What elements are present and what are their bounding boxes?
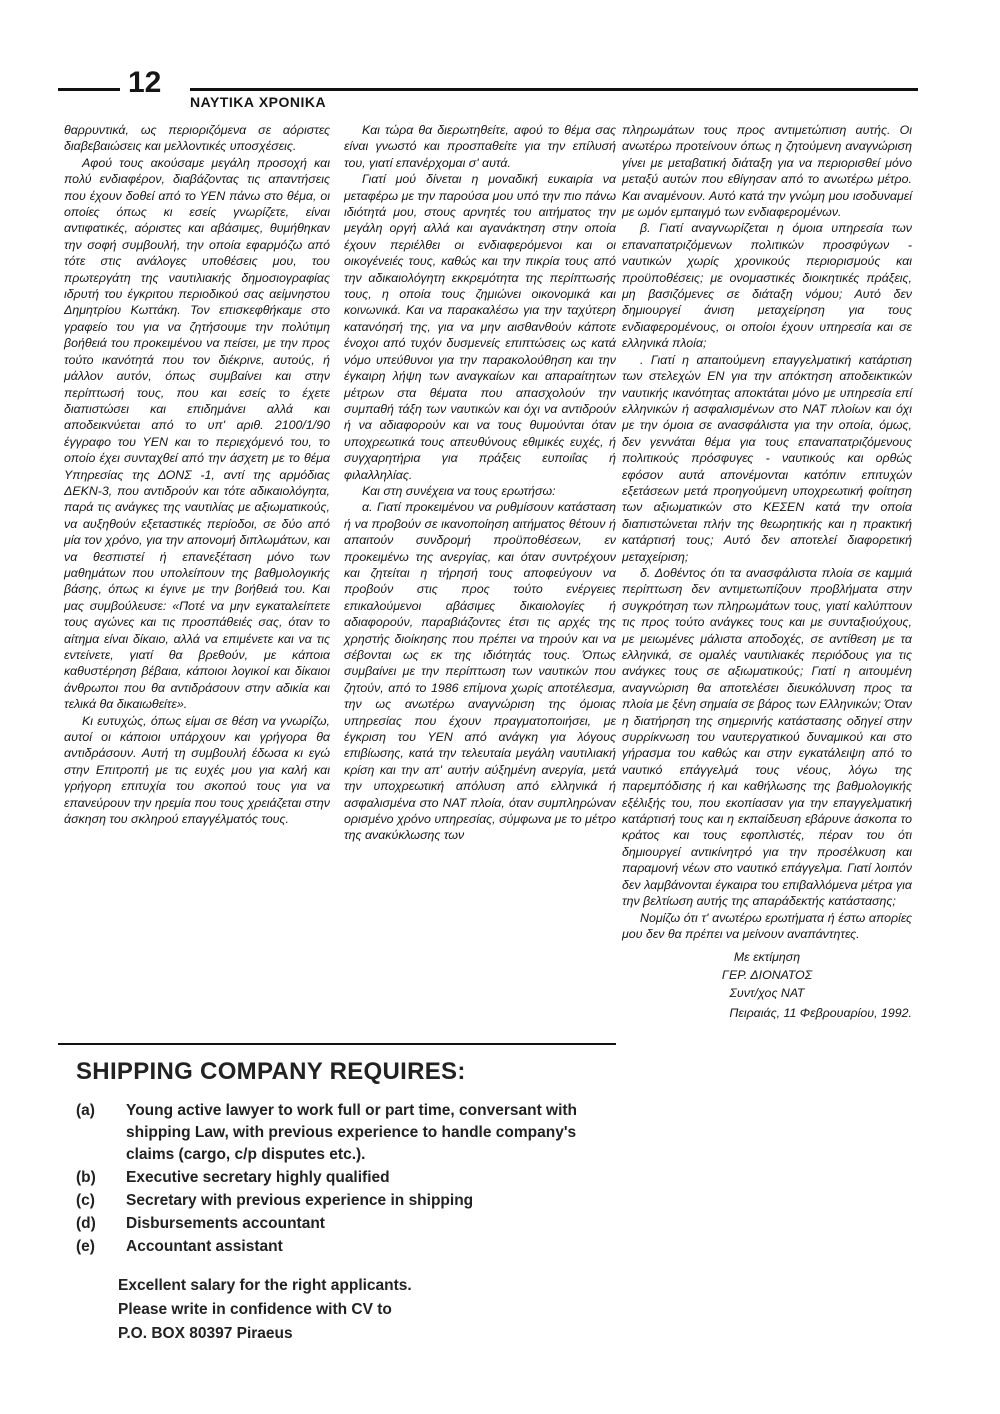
- page-header: [58, 66, 918, 110]
- advert-title: SHIPPING COMPANY REQUIRES:: [76, 1058, 466, 1085]
- advert-item-text: Secretary with previous experience in shipping: [126, 1192, 474, 1209]
- journal-title: ΝΑΥΤΙΚΑ ΧΡΟΝΙΚΑ: [190, 94, 327, 110]
- shipping-advert: [64, 1058, 614, 1346]
- advert-item-label: (d): [76, 1215, 96, 1232]
- paragraph: πληρωμάτων τους προς αντιμετώπιση αυτής. Οι ανωτέρω προτείνουν όπως η ζητούμενη αναγνώριση γίνει με μεταβατική διάταξη για να περιορισθεί μόνο μεταξύ αυτών που εθίγησαν από το ανωτέρω μέτρο. Και αναμένουν. Αυτό κατά την γνώμη μου ισοδυναμεί με ωμόν εμπαιγμό των ενδιαφερομένων.: [622, 123, 912, 220]
- advert-item: [64, 1100, 614, 1166]
- advert-footer-line: P.O. BOX 80397 Piraeus: [118, 1325, 293, 1342]
- paragraph: . Γιατί η απαιτούμενη επαγγελματική κατάρτιση των στελεχών ΕΝ για την απόκτηση αποδεικτικών ναυτικής ικανότητας αποκτάται μόνο με υπηρεσία επί ελληνικών ή ασφαλισμένων στο ΝΑΤ πλοίων και όχι με την όμοια σε ανασφάλιστα για την οποία, όμως, δεν γεννάται θέμα για τους επαναπατριζόμενους πολιτικούς πρόσφυγες - ναυτικούς και ορθώς εφόσον αυτά απονέμονται κατόπιν επιτυχών εξετάσεων μετά προηγούμενη υποχρεωτική φοίτηση των αξιωματικών στο ΚΕΣΕΝ κατά την οποία διαπιστώνεται πλήν της θεωρητικής και η πρακτική κατάρτισή τους; Αυτό δεν αποτελεί διαφορετική μεταχείριση;: [622, 352, 912, 564]
- signature-title: Συντ/χος ΝΑΤ: [729, 986, 805, 1001]
- signature-date: Πειραιάς, 11 Φεβρουαρίου, 1992.: [729, 1006, 912, 1021]
- page-number: 12: [128, 66, 162, 99]
- advert-item-text: Young active lawyer to work full or part time, conversant with shipping Law, with previous experience to handle company's claims (cargo, c/p disputes etc.).: [126, 1102, 578, 1163]
- article-column-3: [622, 122, 912, 1022]
- paragraph: θαρρυντικά, ως περιοριζόμενα σε αόριστες διαβεβαιώσεις και μελλοντικές υποσχέσεις.: [64, 123, 330, 154]
- advert-item-text: Disbursements accountant: [126, 1215, 325, 1232]
- advert-footer-line: Please write in confidence with CV to: [118, 1301, 392, 1318]
- paragraph: β. Γιατί αναγνωρίζεται η όμοια υπηρεσία των επαναπατριζόμενων πολιτικών προσφύγων - ναυτικών χωρίς χρονικούς περιορισμούς και προϋποθέσεις; με ονομαστικές διοικητικές πράξεις, μη βασιζόμενες σε διάταξη νόμου; Αυτό δεν δημιουργεί άνιση μεταχείρηση για τους ενδιαφερομένους, οι οποίοι έχουν υπηρεσία και σε ελληνικά πλοία;: [622, 221, 912, 351]
- advert-item: [64, 1167, 614, 1189]
- signature-name: ΓΕΡ. ΔΙΟΝΑΤΟΣ: [721, 968, 813, 983]
- article-column-2: [344, 122, 616, 844]
- signature-closing: Με εκτίμηση: [733, 950, 801, 965]
- advert-footer-line: Excellent salary for the right applicants.: [118, 1277, 412, 1294]
- advert-item-label: (e): [76, 1238, 95, 1255]
- paragraph: δ. Δοθέντος ότι τα ανασφάλιστα πλοία σε καμμιά περίπτωση δεν αντιμετωπίζουν προβλήματα στην συγκρότηση των πληρωμάτων τους, γιατί καλύπτουν τις προς τούτο ανάγκες τους και με συνταξιούχους, με μειωμένες μάλιστα αποδοχές, σε αντίθεση με τα ελληνικά, σε ομαλές ναυτιλιακές περιόδους για τις ανάγκες τους σε αξιωματικούς; Γιατί η αιτουμένη αναγνώριση θα αποτελέσει διευκόλυνση προς τα πλοία με ξένη σημαία σε βάρος των Ελληνικών; Όταν η διατήρηση της σημερινής κατάστασης οδηγεί στην συρρίκνωση του ναυτεργατικού δυναμικού και στο γήρασμα του καθώς και στην εγκατάλειψη από το ναυτικό επάγγελμά τους νέους, λόγω της παρεμπόδισης ή και καθήλωσης της βαθμολογικής εξέλιξής του, που εκοπίασαν για την επαγγελματική κατάρτισή τους και η εκπαίδευση εβάρυνε άσκοπα το κράτος και τους εφοπλιστές, πέραν του ότι δημιουργεί αντικίνητρό για την προσέλκυση και παραμονή νέων στο ναυτικό επάγγελμα. Γιατί λοιπόν δεν λαμβάνονται έγκαιρα του επιβαλλόμενα μέτρα για την βελτίωση αυτής της απαράδεκτής κατάστασης;: [622, 565, 912, 909]
- advert-item-label: (c): [76, 1192, 95, 1209]
- paragraph: Νομίζω ότι τ' ανωτέρω ερωτήματα ή έστω απορίες μου δεν θα πρέπει να μείνουν αναπάντητες.: [622, 910, 912, 941]
- signature-block: [622, 948, 912, 1022]
- paragraph: Και τώρα θα διερωτηθείτε, αφού το θέμα σας είναι γνωστό και προσπαθείτε για την επίλυσή του, γιατί επανέρχομαι σ' αυτά.: [344, 123, 616, 170]
- advert-item: [64, 1190, 614, 1212]
- paragraph: Και στη συνέχεια να τους ερωτήσω:: [362, 483, 556, 498]
- paragraph: Αφού τους ακούσαμε μεγάλη προσοχή και πολύ ενδιαφέρον, διαβάζοντας τις απαντήσεις που έχουν δοθεί από το ΥΕΝ πάνω στο θέμα, οι οποίες όπως κι εσείς γνωρίζετε, είναι αντιφατικές, αόριστες και αβάσιμες, θυμήθηκαν την σοφή συμβουλή, την οποία εφαρμόζω από τότε στις ανάλογες υποθέσεις μου, του πρωτεργάτη της ναυτιλιακής δημοσιογραφίας ιδρυτή του έγκριτου περιοδικού σας αείμνηστου Δημητρίου Κωττάκη. Τον επισκεφθήκαμε στο γραφείο του για να ζητήσουμε την πολύτιμη βοήθειά του προκειμένου να πείσει, με την προς τούτο ικανότητά που τον διέκρινε, αυτούς, ή μάλλον αυτόν, όπως συμβαίνει και στην περίπτωσή τους, που και εσείς το έχετε διαπιστώσει και επιδημάνει αλλά και αποδεικνύεται από το υπ' αριθ. 2100/1/90 έγγραφο του ΥΕΝ και το περιεχόμενό του, το οποίο έχει συνταχθεί από την άσχετη με το θέμα Υπηρεσίας της ΔΟΝΣ -1, αντί της αρμόδιας ΔΕΚΝ-3, που αντιδρούν και τότε αδικαιολόγητα, παρά τις ανάγκες της ναυτιλίας με αξιωματικούς, να αυξηθούν εξεταστικές περίοδοι, σε δύο από μία τον χρόνο, για την απονομή διπλωμάτων, και να θεσπιστεί ή επανεξέταση μόνο των μαθημάτων που υπολείπουν της βαθμολογικής βάσης, όπως κι έγινε με την βοήθειά του. Και μας συμβούλευσε: «Ποτέ να μην εγκαταλείπετε τους αγώνες και τις προσπάθειές σας, όταν το αίτημα είναι δίκαιο, αλλά να επιμένετε και να τις εντείνετε, γιατί θα βρεθούν, με κάποια καθυστέρηση βέβαια, κάποιοι λογικοί και δίκαιοι άνθρωποι που θα αντιδράσουν στην αδικία και τελικά θα δικαιωθείτε».: [64, 155, 330, 712]
- paragraph: Κι ευτυχώς, όπως είμαι σε θέση να γνωρίζω, αυτοί οι κάποιοι υπάρχουν και γρήγορα θα αντιδράσουν. Αυτή τη συμβουλή έδωσα κι εγώ στην Επιτροπή με τις ευχές μου για καλή και γρήγορη επιτυχία του σκοπού τους για να επανεύρουν την ηρεμία που τους χρειάζεται στην άσκηση του σκληρού επαγγέλματός τους.: [64, 713, 330, 827]
- advert-item-text: Accountant assistant: [126, 1238, 283, 1255]
- article-column-1: [64, 122, 330, 827]
- advert-divider: [58, 1043, 616, 1045]
- paragraph: α. Γιατί προκειμένου να ρυθμίσουν κατάσταση ή να προβούν σε ικανοποίηση αιτήματος θέτουν ή απαιτούν συνδρομή προϋποθέσεων, εν προκειμένω της ανεργίας, και όταν συντρέχουν και ζητείται η τήρησή τους αποφεύγουν να προβούν στις προς τούτο ενέργειες επικαλούμενοι αβάσιμες δικαιολογίες ή αδιαφορούν, παραβιάζοντες έτσι τις αρχές της χρηστής διοίκησης που πρέπει να τηρούν και να σέβονται ως εκ της ιδιότητάς τους. Όπως συμβαίνει με την περίπτωση των ναυτικών που ζητούν, από το 1986 επίμονα χωρίς αποτέλεσμα, την ως ανωτέρω αναγνώριση της όμοιας υπηρεσίας που έχουν πραγματοποιήσει, με έγκριση του ΥΕΝ από ανάγκη για λόγους επιβίωσης, κατά την τελευταία μεγάλη ναυτιλιακή κρίση και την απ' αυτήν αύξημένη ανεργία, μετά την υποχρεωτική απόλυση από ελληνικά ή ασφαλισμένα στο ΝΑΤ πλοία, όταν συμπληρώναν ορισμένο χρόνο υπηρεσίας, σύμφωνα με το μέτρο της ανακύκλωσης των: [344, 500, 616, 843]
- advert-item-label: (a): [76, 1102, 95, 1119]
- header-dash: [58, 88, 120, 91]
- advert-item-text: Executive secretary highly qualified: [126, 1169, 390, 1186]
- advert-item: [64, 1213, 614, 1235]
- paragraph: Γιατί μού δίνεται η μοναδική ευκαιρία να μεταφέρω με την παρούσα μου υπό την πιο πάνω ιδιότητά μου, στους αρνητές του αιτήματος την μεγάλη οργή αλλά και αγανάκτηση στην οποία έχουν περιέλθει οι ενδιαφερόμενοι και οι οικογένειές τους, καθώς και την πικρία τους από την αδικαιολόγητη εκκρεμότητα της περίπτωσής τους, η οποία τους ζημιώνει οικονομικά και κοινωνικά. Και να παρακαλέσω για την ταχύτερη κατανόησή της, για να μην αισθανθούν κάποτε ένοχοι από τυχόν δυσμενείς επιπτώσεις ως κατά νόμο υπεύθυνοι για την παρακολούθηση και την έγκαιρη λήψη των αναγκαίων και απαραίτητων μέτρων στα θέματα που απασχολούν την συμπαθή τάξη των ναυτικών και όχι να αντιδρούν ή να αδιαφορούν και να τους θυμούνται όταν υποχρεωτικά τους απευθύνους εθιμικές ευχές, ή συγχαρητήρια για πράξεις ευποιΐας ή φιλαλληλίας.: [344, 172, 616, 482]
- header-rule: [190, 88, 918, 91]
- advert-item: [64, 1236, 614, 1258]
- advert-item-label: (b): [76, 1169, 96, 1186]
- advert-footer: [118, 1274, 614, 1346]
